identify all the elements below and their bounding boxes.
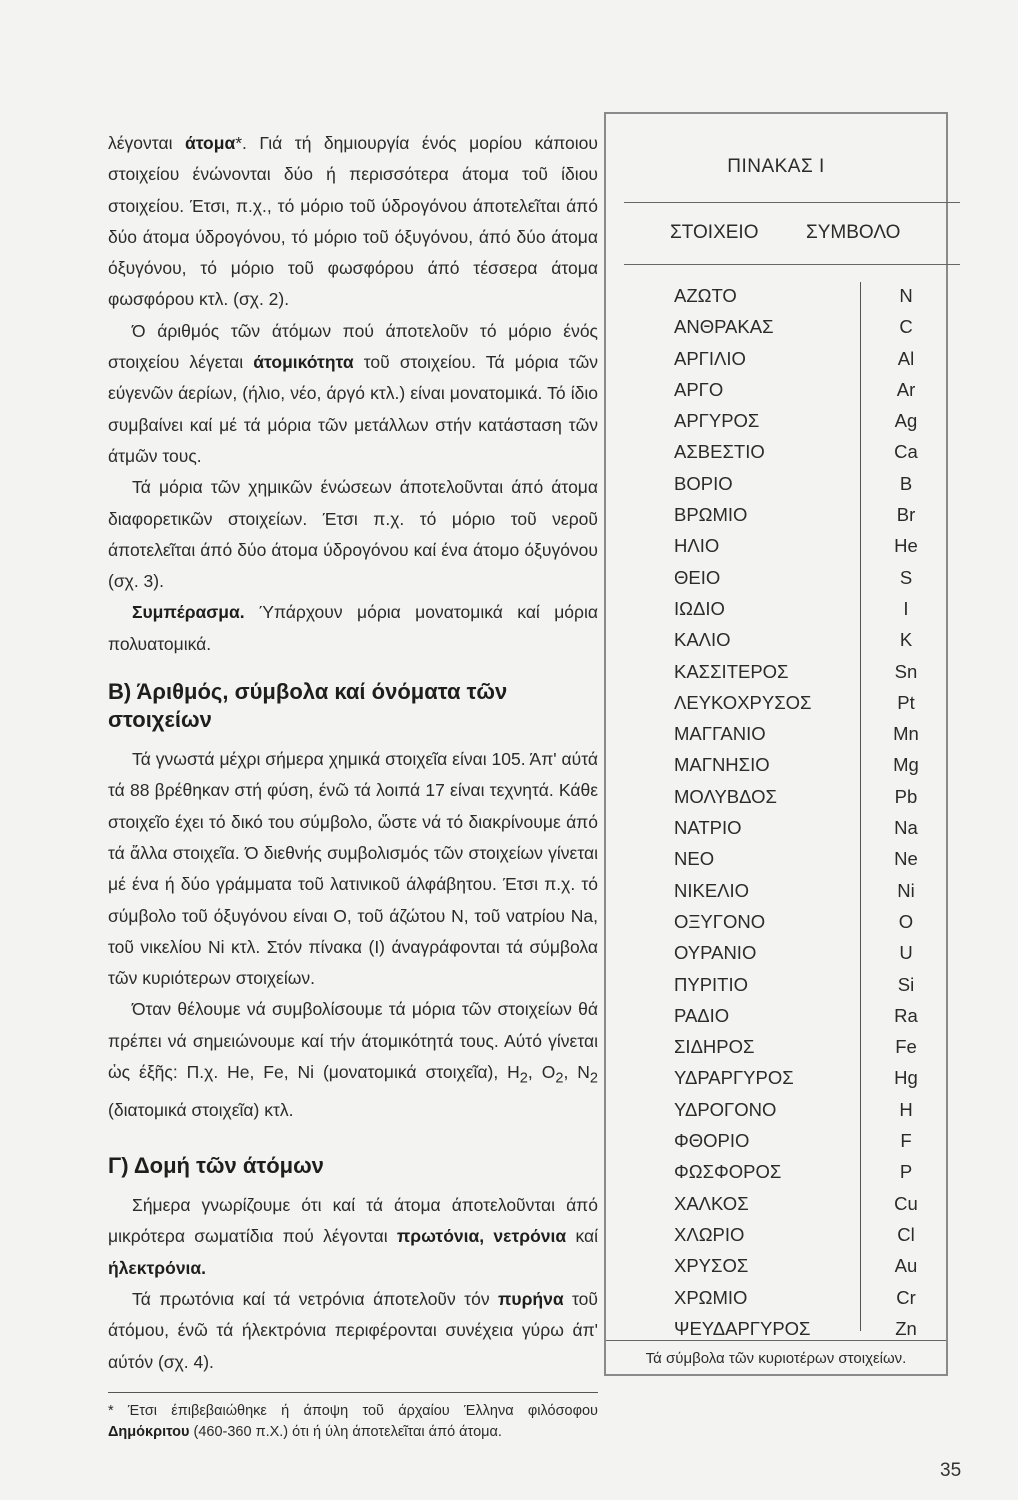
table-row <box>606 749 946 780</box>
element-name: ΒΟΡΙΟ <box>674 472 733 494</box>
element-symbol: Pt <box>897 691 915 713</box>
table-row <box>606 405 946 436</box>
text-run: , N <box>563 1062 590 1083</box>
table-row <box>606 1188 946 1219</box>
element-symbol: S <box>899 566 913 588</box>
paragraph <box>108 472 598 597</box>
element-symbol: Ne <box>894 848 918 870</box>
paragraph <box>108 1284 598 1378</box>
paragraph <box>108 994 598 1126</box>
table-row <box>606 280 946 311</box>
elements-table-body <box>606 280 946 1344</box>
footnote-divider <box>108 1392 598 1393</box>
element-name: ΙΩΔΙΟ <box>674 597 725 619</box>
element-symbol: Ca <box>894 441 918 463</box>
table-row <box>606 1062 946 1093</box>
element-symbol: Fe <box>895 1036 917 1058</box>
table-row <box>606 937 946 968</box>
element-symbol: P <box>899 1161 913 1183</box>
table-row <box>606 875 946 906</box>
table-row <box>606 1125 946 1156</box>
element-symbol: I <box>903 597 909 619</box>
table-caption: Τά σύμβολα τῶν κυριοτέρων στοιχείων. <box>645 1350 907 1367</box>
element-symbol: Cu <box>894 1192 918 1214</box>
element-name: ΛΕΥΚΟΧΡΥΣΟΣ <box>674 691 812 713</box>
table-row <box>606 311 946 342</box>
element-name: ΝΕΟ <box>674 848 715 870</box>
text-run: Ύπάρχουν μόρια μονατομικά καί μόρια πολυατομικά. <box>108 602 598 654</box>
element-name: ΜΑΓΓΑΝΙΟ <box>674 723 766 745</box>
text-run: (διατομικά στοιχεῖα) κτλ. <box>108 1099 294 1120</box>
table-row <box>606 343 946 374</box>
element-name: ΟΞΥΓΟΝΟ <box>674 910 766 932</box>
text-run: Σήμερα γνωρίζουμε ότι καί τά άτομα άποτελοῦνται άπό μικρότερα σωματίδια πού λέγονται <box>108 1195 598 1247</box>
element-symbol: Au <box>894 1255 918 1277</box>
element-name: ΣΙΔΗΡΟΣ <box>674 1036 755 1058</box>
footnote-text <box>108 1401 598 1443</box>
text-run: τοῦ στοιχείου. Τά μόρια τῶν εύγενῶν άερίων, (ήλιο, νέο, άργό κτλ.) είναι μονατομικά. Τό ίδιο συμβαίνει καί μέ τά μόρια τῶν μετάλλων στήν κατάσταση τῶν άτμῶν τους. <box>108 352 599 466</box>
bold-term: πυρήνα <box>498 1289 564 1309</box>
element-symbol: H <box>899 1098 913 1120</box>
table-row <box>606 1000 946 1031</box>
bold-term: άτομα <box>184 133 236 153</box>
table-row <box>606 843 946 874</box>
element-symbol: Br <box>896 504 916 526</box>
table-rule-top <box>624 202 960 203</box>
paragraph <box>108 316 598 472</box>
table-row <box>606 499 946 530</box>
paragraph <box>108 1190 598 1284</box>
section-heading-b: Β) Άριθμός, σύμβολα καί όνόματα τῶν στοιχείων <box>108 679 508 733</box>
table-row <box>606 656 946 687</box>
element-symbol: F <box>900 1130 912 1152</box>
element-name: ΨΕΥΔΑΡΓΥΡΟΣ <box>674 1317 811 1339</box>
element-name: ΗΛΙΟ <box>674 535 720 557</box>
element-name: ΚΑΣΣΙΤΕΡΟΣ <box>674 660 789 682</box>
table-row <box>606 562 946 593</box>
element-symbol: O <box>898 910 914 932</box>
bold-term: πρωτόνια, νετρόνια <box>396 1226 567 1247</box>
element-symbol: Al <box>897 347 915 369</box>
element-name: ΝΑΤΡΙΟ <box>674 817 742 839</box>
element-symbol: C <box>899 316 913 338</box>
element-name: ΘΕΙΟ <box>674 566 721 588</box>
bold-term: Δημόκριτου <box>108 1423 190 1440</box>
table-row <box>606 1156 946 1187</box>
element-name: ΜΟΛΥΒΔΟΣ <box>674 785 777 807</box>
element-symbol: Cl <box>897 1223 915 1245</box>
element-symbol: Cr <box>896 1286 916 1308</box>
element-symbol: Pb <box>894 785 918 807</box>
text-run: Τά γνωστά μέχρι σήμερα χημικά στοιχεῖα είναι 105. Άπ' αύτά τά 88 βρέθηκαν στή φύση, ένῶ τά λοιπά 17 είναι τεχνητά. Κάθε στοιχεῖο έχει τό δικό του σύμβολο, ὥστε νά τό διακρίνουμε άπό τά ἄλλα στοιχεῖα. Ό διεθνής συμβολισμός τῶν στοιχείων γίνεται μέ ένα ή δύο γράμματα τοῦ λατινικοῦ άλφάβητου. Έτσι π.χ. τό σύμβολο τοῦ όξυγόνου είναι O, τοῦ άζώτου N, τοῦ νατρίου Na, τοῦ νικελίου Ni κτλ. Στόν πίνακα (I) άναγράφονται τά σύμβολα τῶν κυριότερων στοιχείων. <box>108 749 598 989</box>
element-name: ΑΡΓΥΡΟΣ <box>674 410 760 432</box>
bold-term: Συμπέρασμα. <box>132 602 245 623</box>
element-name: ΑΖΩΤΟ <box>674 285 737 306</box>
text-run: *. Γιά τή δημιουργία ένός μορίου κάποιου στοιχείου ένώνονται δύο ή περισσότερα άτομα τοῦ ίδιου στοιχείου. Έτσι, π.χ., τό μόριο τοῦ ύδρογόνου άποτελεῖται άπό δύο άτομα ύδρογόνου, τό μόριο τοῦ όξυγόνου, άπό δύο άτομα όξυγόνου, τό μόριο τοῦ φωσφόρου άπό τέσσερα άτομα φωσφόρου κτλ. (σχ. 2). <box>108 133 598 310</box>
subscript: 2 <box>589 1070 598 1087</box>
text-run: , O <box>527 1062 556 1083</box>
text-run: * Έτσι έπιβεβαιώθηκε ή άποψη τοῦ άρχαίου Έλληνα φιλόσοφου <box>108 1402 598 1419</box>
element-name: ΑΡΓΙΛΙΟ <box>674 347 746 369</box>
column-header-symbol: ΣΥΜΒΟΛΟ <box>806 222 901 243</box>
table-row <box>606 906 946 937</box>
paragraph <box>108 128 598 316</box>
text-run: Ό άριθμός τῶν άτόμων πού άποτελοῦν τό μόριο ένός στοιχείου λέγεται <box>108 320 598 373</box>
footnote <box>108 1401 598 1443</box>
element-name: ΡΑΔΙΟ <box>674 1004 730 1026</box>
section-heading-c: Γ) Δομή τῶν άτόμων <box>108 1153 324 1179</box>
table-row <box>606 812 946 843</box>
table-row <box>606 530 946 561</box>
table-row <box>606 687 946 718</box>
element-name: ΑΡΓΟ <box>674 378 724 400</box>
element-symbol: Ni <box>897 879 915 901</box>
element-symbol: U <box>899 942 913 964</box>
subscript: 2 <box>519 1070 528 1087</box>
element-symbol: N <box>899 285 913 306</box>
table-title: ΠΙΝΑΚΑΣ I <box>727 156 825 177</box>
text-run: καί <box>566 1226 598 1247</box>
element-name: ΥΔΡΑΡΓΥΡΟΣ <box>674 1067 794 1089</box>
element-symbol: Ar <box>896 378 916 400</box>
element-symbol: He <box>894 535 918 557</box>
table-row <box>606 781 946 812</box>
table-row <box>606 374 946 405</box>
element-name: ΟΥΡΑΝΙΟ <box>674 942 757 964</box>
paragraph-conclusion <box>108 597 598 660</box>
table-row <box>606 593 946 624</box>
table-row <box>606 468 946 499</box>
element-name: ΧΡΩΜΙΟ <box>674 1286 748 1308</box>
table-row <box>606 436 946 467</box>
element-symbol: Sn <box>894 660 918 682</box>
element-name: ΧΑΛΚΟΣ <box>674 1192 749 1214</box>
element-name: ΝΙΚΕΛΙΟ <box>674 879 750 901</box>
element-symbol: Hg <box>894 1067 918 1089</box>
table-row <box>606 1282 946 1313</box>
element-symbol: Ag <box>894 410 918 432</box>
element-symbol: Zn <box>895 1317 917 1339</box>
element-name: ΚΑΛΙΟ <box>674 629 731 651</box>
element-name: ΒΡΩΜΙΟ <box>674 504 748 526</box>
text-run: (460-360 π.Χ.) ότι ή ύλη άποτελεῖται άπό άτομα. <box>189 1423 502 1440</box>
element-name: ΧΡΥΣΟΣ <box>674 1255 749 1277</box>
body-text-column <box>108 128 598 1443</box>
element-symbol: Mg <box>893 754 919 776</box>
elements-table-frame <box>604 112 948 1376</box>
text-run: τοῦ άτόμου, ένῶ τά ήλεκτρόνια περιφέρονται συνέχεια γύρω άπ' αύτόν (σχ. 4). <box>108 1289 598 1372</box>
table-row <box>606 1219 946 1250</box>
element-name: ΠΥΡΙΤΙΟ <box>674 973 749 995</box>
page-number: 35 <box>940 1460 962 1481</box>
text-run: Τά πρωτόνια καί τά νετρόνια άποτελοῦν τόν <box>132 1289 498 1309</box>
table-row <box>606 1094 946 1125</box>
element-symbol: Mn <box>893 723 919 745</box>
element-symbol: Ra <box>894 1004 918 1026</box>
element-name: ΜΑΓΝΗΣΙΟ <box>674 754 770 776</box>
table-row <box>606 624 946 655</box>
table-rule-bottom <box>606 1340 946 1341</box>
element-symbol: Si <box>897 973 915 995</box>
text-run: Τά μόρια τῶν χημικῶν ένώσεων άποτελοῦνται άπό άτομα διαφορετικῶν στοιχείων. Έτσι π.χ. τό μόριο τοῦ νεροῦ άποτελεῖται άπό δύο άτομα ύδρογόνου καί ένα άτομο όξυγόνου (σχ. 3). <box>108 477 598 592</box>
element-symbol: B <box>899 472 913 494</box>
element-symbol: K <box>899 629 913 651</box>
text-run: λέγονται <box>108 133 185 153</box>
element-name: ΑΝΘΡΑΚΑΣ <box>674 316 774 338</box>
table-row <box>606 718 946 749</box>
element-name: ΧΛΩΡΙΟ <box>674 1223 745 1245</box>
element-name: ΦΩΣΦΟΡΟΣ <box>674 1161 782 1183</box>
column-header-element: ΣΤΟΙΧΕΙΟ <box>670 222 759 243</box>
element-symbol: Na <box>894 817 918 839</box>
table-rule-header <box>624 264 960 265</box>
bold-term: άτομικότητα <box>253 352 354 373</box>
text-run: Όταν θέλουμε νά συμβολίσουμε τά μόρια τῶν στοιχείων θά πρέπει νά σημειώνουμε καί τήν άτομικότητά τους. Αύτό γίνεται ὡς έξῆς: Π.χ. He, Fe, Ni (μονατομικά στοιχεῖα), H <box>108 999 598 1083</box>
table-row <box>606 969 946 1000</box>
subscript: 2 <box>555 1070 564 1087</box>
bold-term: ήλεκτρόνια. <box>108 1257 207 1278</box>
paragraph <box>108 744 598 994</box>
table-row <box>606 1250 946 1281</box>
element-name: ΦΘΟΡΙΟ <box>674 1130 750 1152</box>
element-name: ΥΔΡΟΓΟΝΟ <box>674 1098 777 1120</box>
table-row <box>606 1031 946 1062</box>
element-name: ΑΣΒΕΣΤΙΟ <box>674 441 765 463</box>
